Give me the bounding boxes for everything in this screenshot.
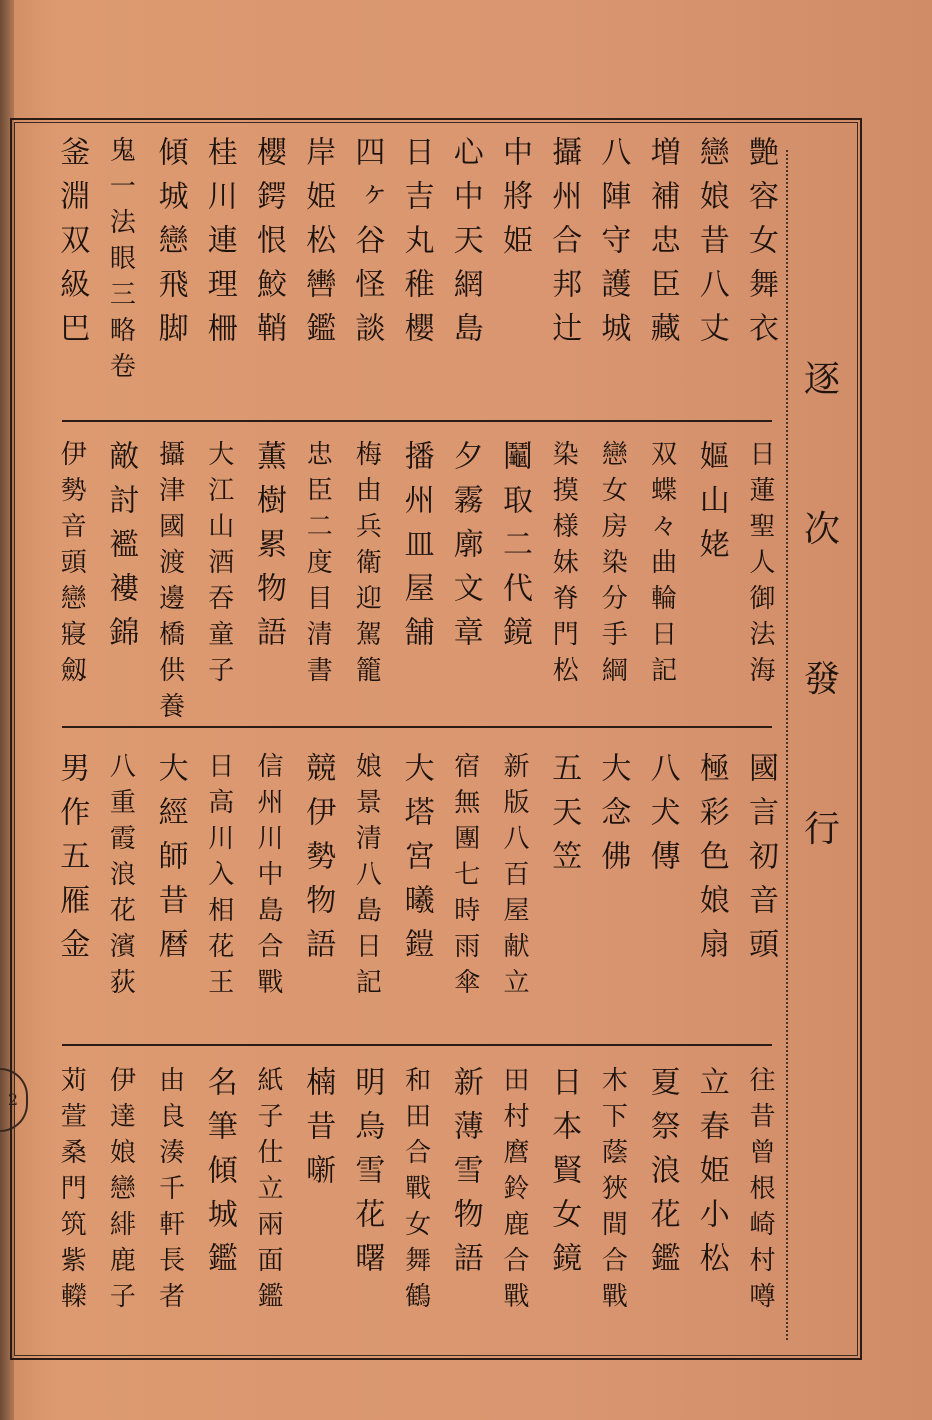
- band-2-title-9: 梅由兵衛迎駕籠: [351, 440, 382, 692]
- band-2-title-15: 伊勢音頭戀寢劔: [56, 440, 87, 692]
- band-3-title-14: 八重霞浪花濱荻: [105, 752, 136, 1004]
- band-1-title-4: 八陣守護城: [595, 136, 631, 356]
- band-3-title-1: 國言初音頭: [743, 752, 778, 972]
- band-4-title-12: 名筆傾城鑑: [201, 1066, 237, 1286]
- band-3-title-7: 宿無團七時雨傘: [449, 752, 480, 1004]
- band-4-title-15: 苅萱桑門筑紫𨏍: [56, 1066, 87, 1318]
- title-divider: [786, 150, 788, 1340]
- title-char-2: 次: [803, 509, 840, 550]
- band-2-title-4: 戀女房染分手綱: [597, 440, 628, 692]
- band-2-title-1: 日蓮聖人御法海: [745, 440, 775, 692]
- band-3-title-12: 日高川入相花王: [203, 752, 234, 1004]
- band-4-title-9: 明烏雪花曙: [349, 1066, 385, 1286]
- band-2-title-2: 嫗山姥: [693, 440, 729, 572]
- band-1-title-7: 心中天網島: [447, 136, 483, 356]
- band-4-title-11: 紙子仕立兩面鑑: [253, 1066, 283, 1318]
- page-number-mark: 2: [0, 1068, 28, 1132]
- band-1-title-10: 岸姫松轡鑑: [300, 136, 336, 356]
- band-divider-3: [62, 1044, 772, 1046]
- inner-frame: [14, 122, 858, 1356]
- band-1-title-13: 傾城戀飛脚: [152, 136, 188, 356]
- band-3-title-9: 娘景清八島日記: [351, 752, 382, 1004]
- band-4-title-10: 楠昔噺: [300, 1066, 336, 1198]
- band-1-title-3: 増補忠臣藏: [644, 136, 680, 356]
- band-1-title-6: 中將姫: [497, 136, 532, 268]
- band-2-title-6: 鬮取二代鏡: [497, 440, 532, 660]
- title-char-3: 發: [803, 659, 840, 700]
- band-2-title-7: 夕霧廓文章: [447, 440, 483, 660]
- band-3-title-6: 新版八百屋献立: [499, 752, 529, 1004]
- band-3-title-5: 五天笠: [546, 752, 582, 884]
- band-2-title-10: 忠臣二度目清書: [302, 440, 333, 692]
- band-1-title-1: 艶容女舞衣: [743, 136, 778, 356]
- band-4-title-3: 夏祭浪花鑑: [644, 1066, 680, 1286]
- band-4-title-1: 往昔曾根崎村噂: [745, 1066, 775, 1318]
- band-1-title-9: 四ヶ谷怪談: [349, 136, 385, 356]
- band-1-title-14: 鬼一法眼三略卷: [105, 136, 136, 388]
- band-1-title-12: 桂川連理柵: [201, 136, 237, 356]
- band-2-title-3: 双蝶々曲輪日記: [646, 440, 677, 692]
- band-2-title-5: 染摸様妹脊門松: [548, 440, 579, 692]
- band-4-title-13: 由良湊千軒長者: [154, 1066, 185, 1318]
- band-2-title-11: 薫樹累物語: [251, 440, 286, 660]
- band-1-title-2: 戀娘昔八丈: [693, 136, 729, 356]
- band-2-title-14: 敵討襤褸錦: [103, 440, 139, 660]
- band-2-title-12: 大江山酒吞童子: [203, 440, 234, 692]
- band-4-title-4: 木下蔭狹間合戰: [597, 1066, 628, 1318]
- band-3-title-4: 大念佛: [595, 752, 631, 884]
- band-4-title-14: 伊達娘戀緋鹿子: [105, 1066, 136, 1318]
- band-3-title-3: 八犬傳: [644, 752, 680, 884]
- band-4-title-8: 和田合戰女舞鶴: [400, 1066, 431, 1318]
- band-1-title-11: 櫻鍔恨鮫鞘: [251, 136, 286, 356]
- title-char-1: 逐: [803, 359, 840, 400]
- band-2-title-8: 播州皿屋舗: [398, 440, 434, 660]
- band-3-title-2: 極彩色娘扇: [693, 752, 729, 972]
- band-1-title-15: 釜淵双級巴: [54, 136, 90, 356]
- band-4-title-2: 立春姫小松: [693, 1066, 729, 1286]
- band-3-title-10: 競伊勢物語: [300, 752, 336, 972]
- band-2-title-13: 攝津國渡邊橋供養: [154, 440, 185, 728]
- band-3-title-15: 男作五雁金: [54, 752, 90, 972]
- band-3-title-8: 大塔宮曦鎧: [398, 752, 434, 972]
- band-divider-1: [62, 420, 772, 422]
- band-3-title-13: 大經師昔暦: [152, 752, 188, 972]
- band-4-title-7: 新薄雪物語: [447, 1066, 483, 1286]
- band-1-title-5: 攝州合邦辻: [546, 136, 582, 356]
- band-4-title-6: 田村麿鈴鹿合戰: [499, 1066, 529, 1318]
- title-char-4: 行: [803, 809, 840, 850]
- band-3-title-11: 信州川中島合戰: [253, 752, 283, 1004]
- header-title: [790, 124, 854, 1354]
- band-1-title-8: 日吉丸稚櫻: [398, 136, 434, 356]
- band-4-title-5: 日本賢女鏡: [546, 1066, 582, 1286]
